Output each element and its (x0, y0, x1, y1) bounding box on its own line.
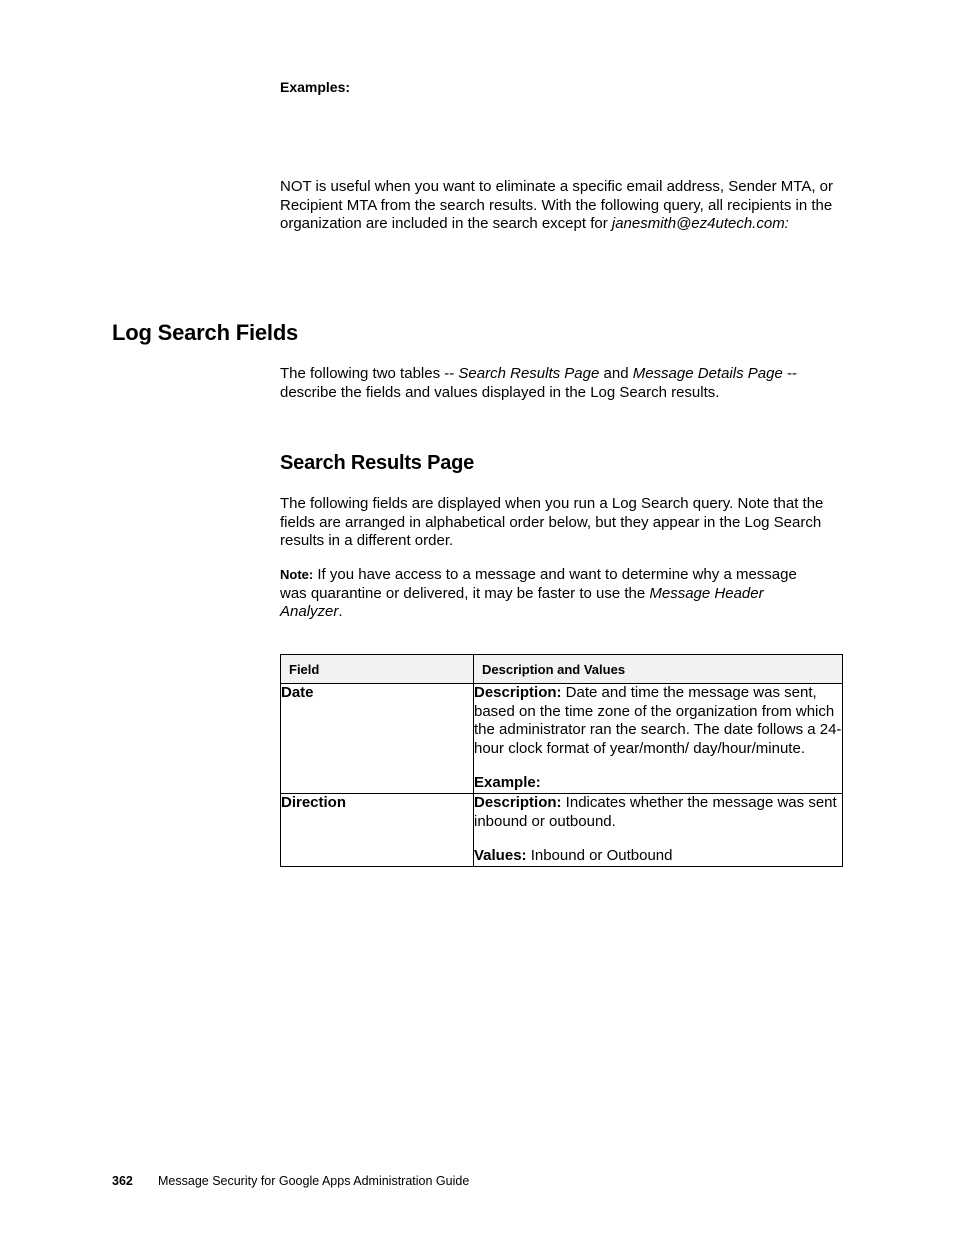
footer-title: Message Security for Google Apps Administration Guide (158, 1174, 470, 1188)
intro-text-2: and (599, 365, 633, 382)
extra-label: Example: (474, 774, 541, 792)
header-description: Description and Values (474, 655, 843, 684)
not-paragraph (280, 178, 845, 234)
table-row (281, 793, 843, 866)
table-header-row (281, 655, 843, 684)
note-italic: Message Header Analyzer (280, 584, 764, 621)
note-paragraph (280, 566, 825, 622)
extra-text (474, 847, 842, 866)
header-field: Field (281, 655, 474, 684)
note-end: . (338, 603, 343, 621)
field-cell: Date (281, 684, 474, 794)
intro-paragraph (280, 365, 840, 402)
description-cell (474, 684, 843, 794)
intro-text-1: The following two tables -- (280, 365, 459, 382)
description-body: Date and time the message was sent, based on the time zone of the organization from which the administrator ran the search. The date follows a 24-hour clock format of year/month/ day/hour/minute. (474, 684, 842, 757)
intro-italic-1: Search Results Page (458, 365, 600, 382)
description-body: Indicates whether the message was sent inbound or outbound. (474, 793, 837, 830)
section-heading: Log Search Fields (112, 320, 299, 345)
examples-label: Examples: (280, 79, 351, 95)
description-text (474, 684, 842, 758)
fields-paragraph: The following fields are displayed when you run a Log Search query. Note that the fields are arranged in alphabetical order below, but they appear in the Log Search results in a different order. (280, 495, 824, 550)
extra-text (474, 774, 842, 793)
note-text: If you have access to a message and want to determine why a message was quarantine or delivered, it may be faster to use the (280, 566, 797, 602)
subsection-heading: Search Results Page (280, 452, 475, 474)
example-email: janesmith@ez4utech.com: (611, 215, 789, 233)
fields-table (280, 654, 843, 867)
description-label: Description: (474, 793, 562, 811)
intro-italic-2: Message Details Page (632, 365, 783, 382)
description-text (474, 794, 842, 831)
intro-text-3: -- describe the fields and values displayed in the Log Search results. (280, 365, 797, 401)
not-paragraph-text: NOT is useful when you want to eliminate a specific email address, Sender MTA, or Recipient MTA from the search results. With the following query, all recipients in the organization are included in the search except for (280, 178, 834, 233)
extra-label: Values: (474, 847, 527, 865)
extra-body: Inbound or Outbound (526, 847, 673, 865)
description-cell (474, 793, 843, 866)
description-label: Description: (474, 684, 562, 701)
table-row (281, 684, 843, 794)
field-cell: Direction (281, 793, 474, 866)
note-label: Note: (280, 567, 314, 582)
page-number: 362 (112, 1174, 133, 1188)
